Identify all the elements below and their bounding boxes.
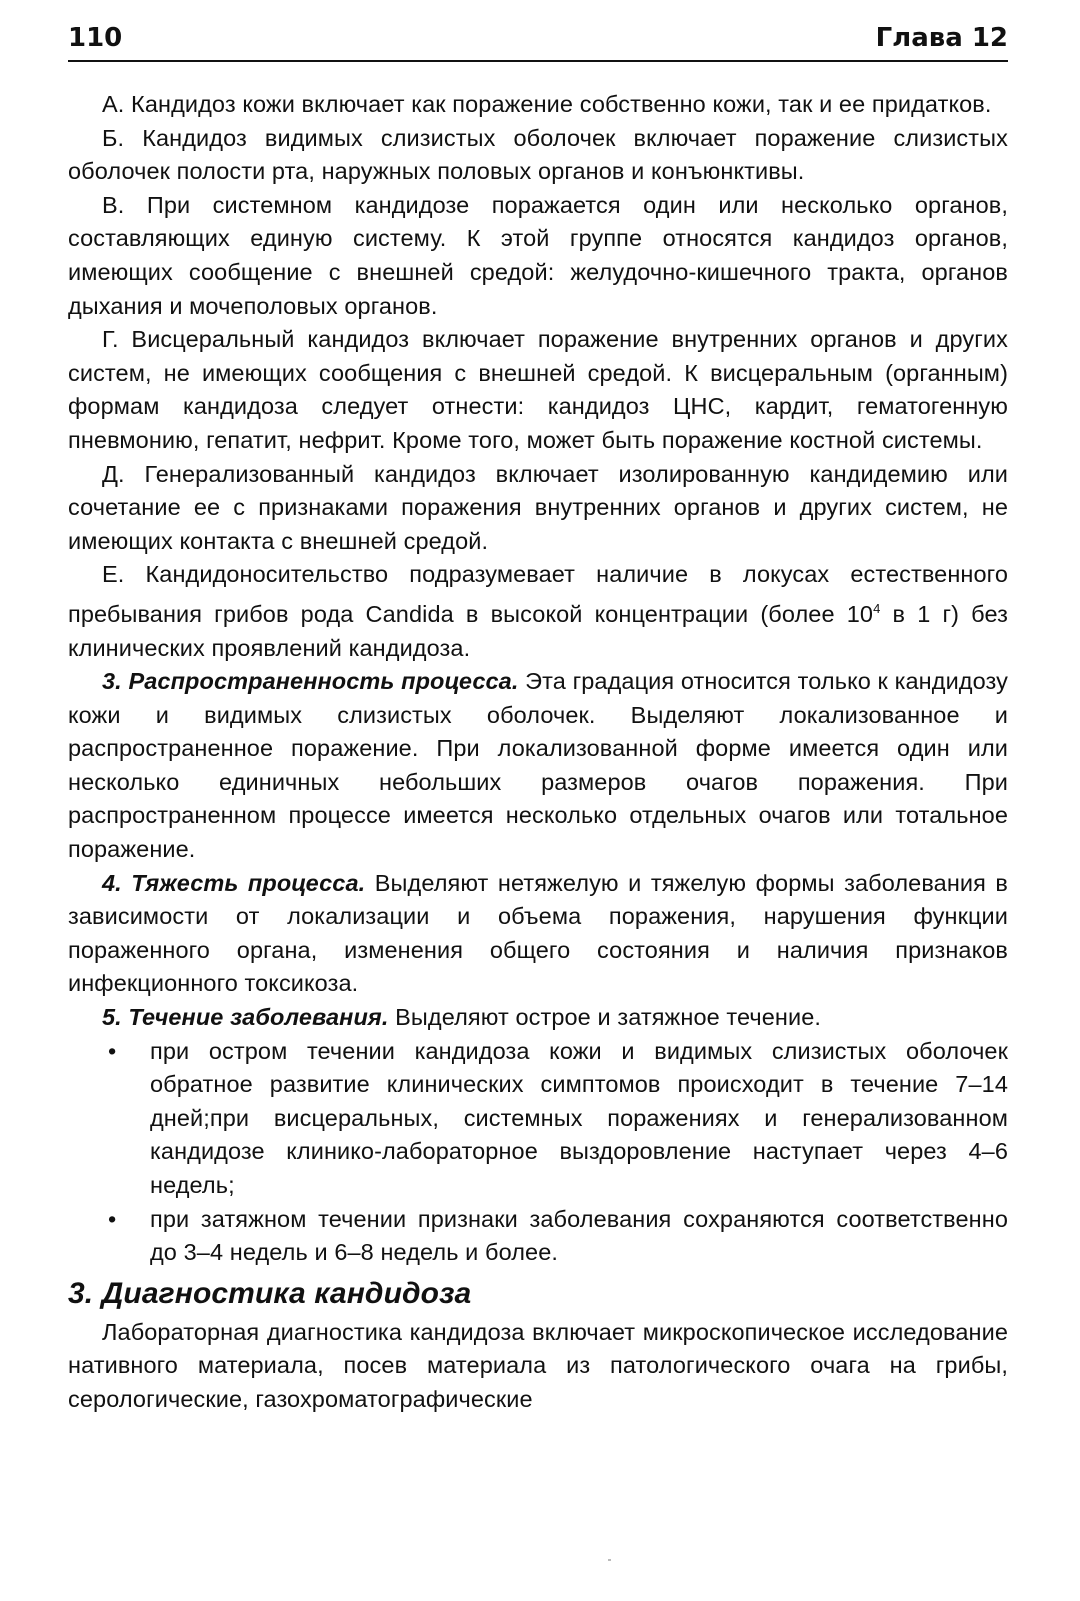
bullet-item (68, 1035, 1008, 1203)
point-prevalence (68, 665, 1008, 867)
point-prevalence-text: Эта градация относится только к кандидозу кожи и видимых слизистых оболочек. Выделяют локализованное и распространенное поражение. При локализованной форме имеется один или несколько единичных небольших размеров очагов поражения. При распространенном процессе имеется несколько отдельных очагов или тотальное поражение. (68, 668, 1008, 863)
book-page (68, 22, 1008, 1417)
page-number: 110 (68, 23, 123, 53)
point-severity-heading: 4. Тяжесть процесса. (102, 869, 366, 896)
bullet-icon: • (108, 1205, 117, 1232)
page-body (68, 88, 1008, 1417)
paragraph-e (68, 558, 1008, 665)
bullet-item (68, 1203, 1008, 1270)
paragraph-e-end: в 1 г) без клинических проявлений кандидоза. (68, 600, 1008, 661)
point-course-text: Выделяют острое и затяжное течение. (388, 1004, 822, 1031)
chapter-title: Глава 12 (875, 23, 1008, 53)
point-course (68, 1001, 1008, 1035)
paragraph-e-start: Е. Кандидоносительство подразумевает наличие в локусах естественного пребывания грибов рода Candida в высокой концентрации (более 10 (68, 561, 1008, 627)
point-course-heading: 5. Течение заболевания. (102, 1004, 389, 1031)
point-prevalence-heading: 3. Распространенность процесса. (102, 668, 519, 695)
section-heading: 3. Диагностика кандидоза (68, 1276, 472, 1310)
page-header (68, 22, 1008, 62)
paragraph-v: В. При системном кандидозе поражается один или несколько органов, составляющих единую систему. К этой группе относятся кандидоз органов, имеющих сообщение с внешней средой: желудочно-кишечного тракта, органов дыхания и мочеполовых органов. (68, 191, 1008, 319)
point-severity-text: Выделяют нетяжелую и тяжелую формы заболевания в зависимости от локализации и объема поражения, нарушения функции пораженного органа, изменения общего состояния и наличия признаков инфекционного токсикоза. (68, 869, 1009, 997)
point-severity (68, 867, 1008, 1001)
course-bullet-list (68, 1035, 1008, 1270)
bullet-item-text: при затяжном течении признаки заболевания сохраняются соответственно до 3–4 недель и 6–8 недель и более. (150, 1205, 1008, 1266)
paragraph-b: Б. Кандидоз видимых слизистых оболочек включает поражение слизистых оболочек полости рта, наружных половых органов и конъюнктивы. (68, 124, 1008, 185)
section-paragraph: Лабораторная диагностика кандидоза включает микроскопическое исследование нативного материала, посев материала из патологического очага на грибы, серологические, газохроматографические (68, 1318, 1008, 1412)
bullet-icon: • (108, 1037, 117, 1064)
paragraph-a: А. Кандидоз кожи включает как поражение собственно кожи, так и ее придатков. (102, 91, 992, 117)
bullet-item-text: при остром течении кандидоза кожи и видимых слизистых оболочек обратное развитие клинических симптомов происходит в течение 7–14 дней;при висцеральных, системных поражениях и генерализованном кандидозе клинико-лабораторное выздоровление наступает через 4–6 недель; (150, 1037, 1008, 1198)
print-speck (608, 1559, 611, 1561)
paragraph-d: Д. Генерализованный кандидоз включает изолированную кандидемию или сочетание ее с признаками поражения внутренних органов и других систем, не имеющих контакта с внешней средой. (68, 460, 1008, 554)
paragraph-g: Г. Висцеральный кандидоз включает поражение внутренних органов и других систем, не имеющих сообщения с внешней средой. К висцеральным (органным) формам кандидоза следует отнести: кандидоз ЦНС, кардит, гематогенную пневмонию, гепатит, нефрит. Кроме того, может быть поражение костной системы. (68, 326, 1008, 453)
superscript-exponent: 4 (873, 600, 881, 616)
